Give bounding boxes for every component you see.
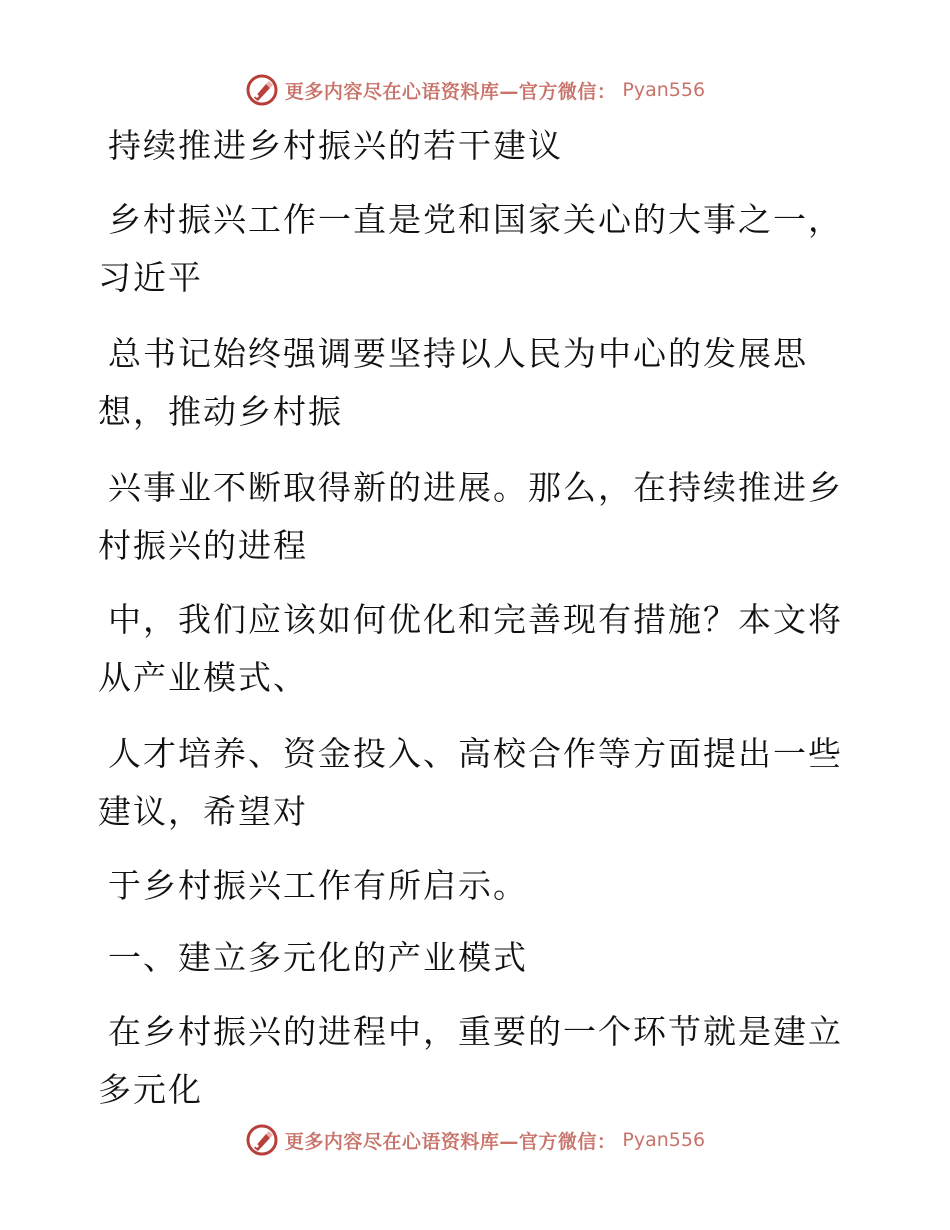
paragraph-line: 村振兴的进程 — [98, 526, 308, 565]
header-wechat-id: Pyan556 — [622, 79, 706, 101]
section-heading: 一、建立多元化的产业模式 — [108, 938, 528, 977]
paragraph-line: 在乡村振兴的进程中，重要的一个环节就是建立 — [108, 1012, 843, 1051]
document-title: 持续推进乡村振兴的若干建议 — [108, 126, 563, 165]
paragraph-line: 中，我们应该如何优化和完善现有措施？本文将 — [108, 600, 843, 639]
paragraph-line: 从产业模式、 — [98, 658, 308, 697]
pen-logo-icon — [245, 73, 279, 107]
paragraph-line: 建议，希望对 — [98, 792, 308, 831]
paragraph-line: 兴事业不断取得新的进展。那么，在持续推进乡 — [108, 468, 843, 507]
paragraph-line: 乡村振兴工作一直是党和国家关心的大事之一， — [108, 200, 843, 239]
footer-banner — [0, 1120, 950, 1160]
paragraph-line: 人才培养、资金投入、高校合作等方面提出一些 — [108, 734, 843, 773]
paragraph-line: 习近平 — [98, 258, 203, 297]
footer-wechat-id: Pyan556 — [622, 1129, 706, 1151]
paragraph-line: 于乡村振兴工作有所启示。 — [108, 866, 528, 905]
paragraph-line: 想，推动乡村振 — [98, 392, 343, 431]
paragraph-line: 总书记始终强调要坚持以人民为中心的发展思 — [108, 334, 808, 373]
footer-banner-text: 更多内容尽在心语资料库—官方微信： — [284, 1130, 617, 1153]
pen-logo-icon — [245, 1123, 279, 1157]
header-banner — [0, 70, 950, 110]
paragraph-line: 多元化 — [98, 1070, 203, 1109]
header-banner-text: 更多内容尽在心语资料库—官方微信： — [284, 80, 617, 103]
